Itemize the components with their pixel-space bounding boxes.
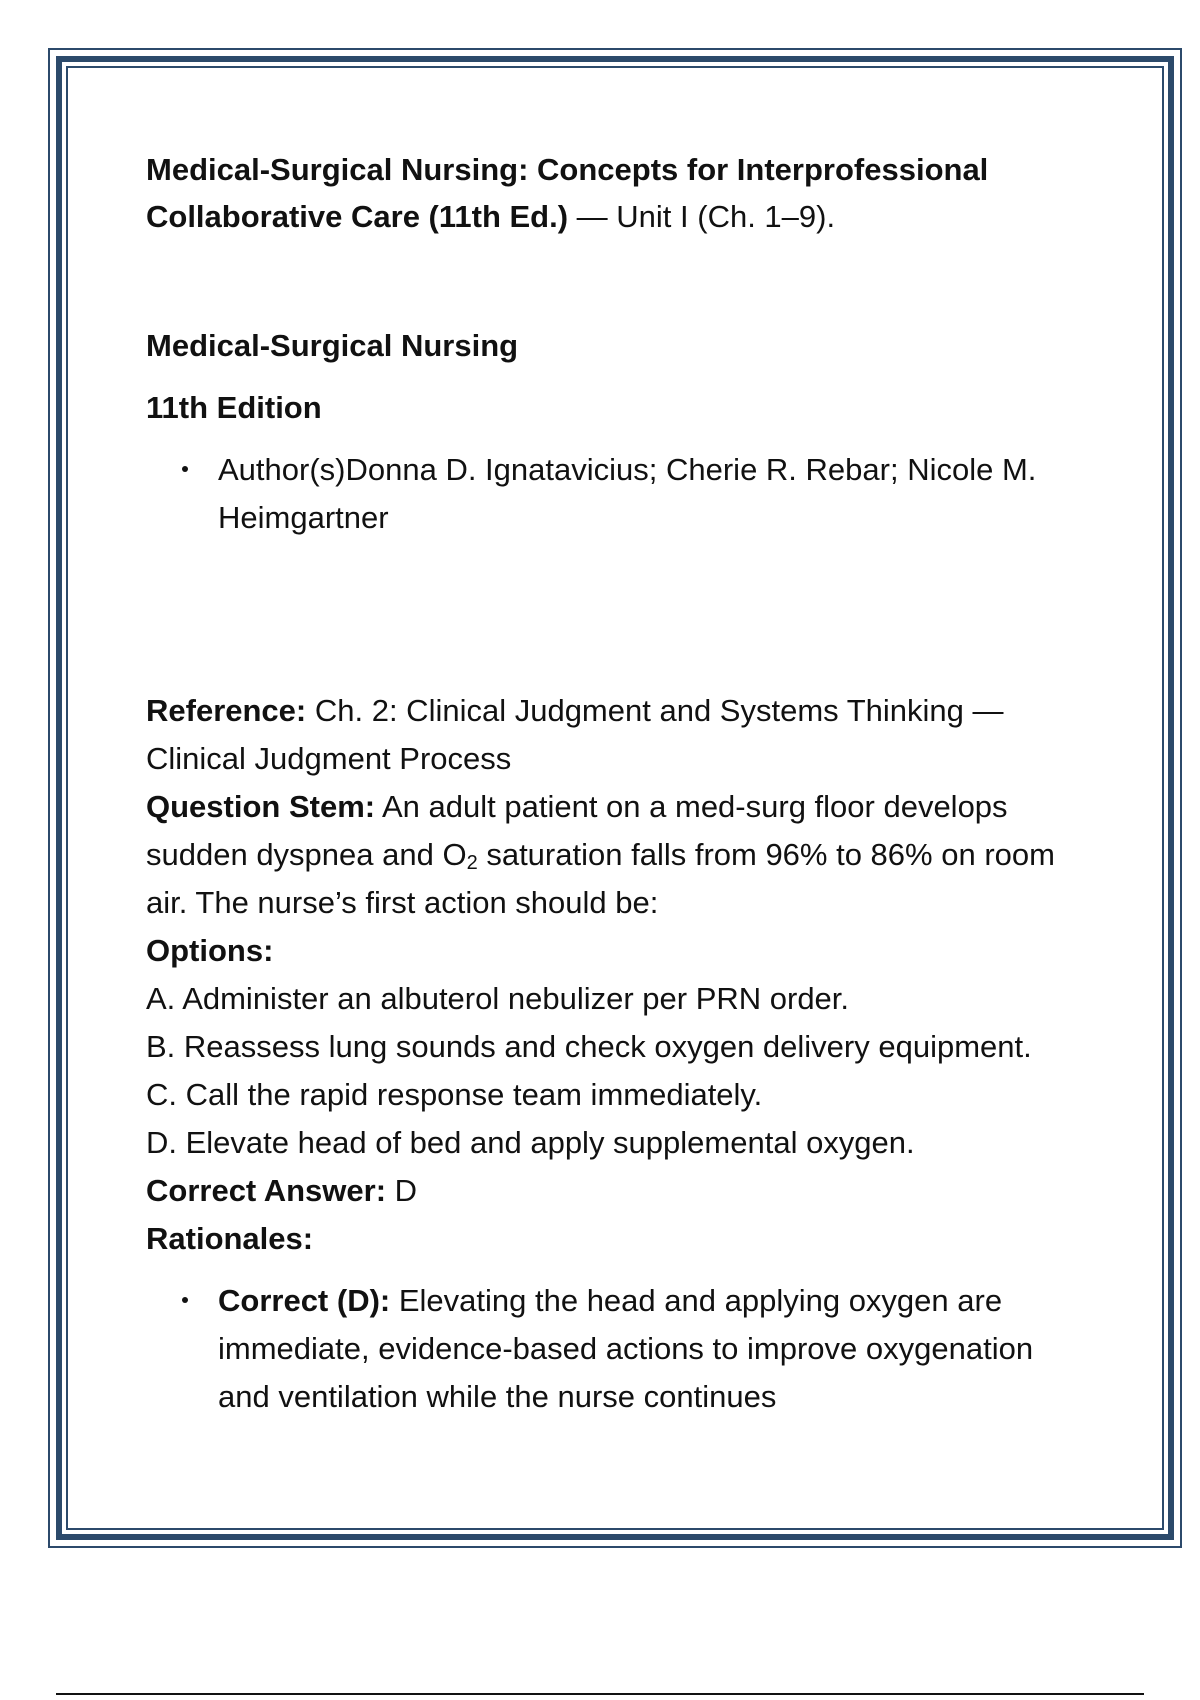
author-list (146, 446, 1086, 542)
document-title (146, 146, 1086, 240)
option-a: A. Administer an albuterol nebulizer per PRN order. (146, 981, 850, 1016)
rationales-label: Rationales: (146, 1221, 314, 1256)
bullet-icon (182, 1297, 188, 1303)
book-name: Medical-Surgical Nursing (146, 328, 519, 363)
stem-text-part1: An adult patient on a med-surg floor develops sudden dyspnea and O (146, 789, 1008, 872)
rationale-correct-label: Correct (D): (218, 1283, 391, 1318)
stem-text-part2: saturation falls from 96% to 86% on room air. The nurse’s first action should be: (146, 837, 1055, 920)
correct-answer-label: Correct Answer: (146, 1173, 387, 1208)
stem-label: Question Stem: (146, 789, 376, 824)
option-b: B. Reassess lung sounds and check oxygen delivery equipment. (146, 1029, 1032, 1064)
rationales-heading (146, 1215, 1086, 1263)
footer-divider (56, 1693, 1144, 1695)
book-authors: Author(s)Donna D. Ignatavicius; Cherie R. Rebar; Nicole M. Heimgartner (218, 452, 1037, 535)
option-d: D. Elevate head of bed and apply supplemental oxygen. (146, 1125, 915, 1160)
stem-subscript: 2 (466, 852, 478, 874)
bullet-icon (182, 466, 188, 472)
rationale-correct-text: Elevating the head and applying oxygen are immediate, evidence-based actions to improve oxygenation and ventilation while the nurse continues (218, 1283, 1034, 1414)
document-content (146, 146, 1086, 1421)
correct-answer-line (146, 1167, 1086, 1215)
question-stem (146, 783, 1086, 927)
option-c: C. Call the rapid response team immediately. (146, 1077, 763, 1112)
book-edition: 11th Edition (146, 390, 322, 425)
document-title-bold: Medical-Surgical Nursing: Concepts for Interprofessional Collaborative Care (11th Ed.) (146, 152, 989, 234)
rationale-list (146, 1277, 1086, 1421)
list-item (146, 446, 1086, 542)
document-title-unit: — Unit I (Ch. 1–9). (568, 199, 836, 234)
reference-line (146, 687, 1086, 783)
correct-answer-value: D (386, 1173, 418, 1208)
list-item (146, 1277, 1086, 1421)
reference-text: Ch. 2: Clinical Judgment and Systems Thinking — Clinical Judgment Process (146, 693, 1004, 776)
options-label: Options: (146, 933, 274, 968)
options-heading (146, 927, 1086, 975)
reference-label: Reference: (146, 693, 307, 728)
